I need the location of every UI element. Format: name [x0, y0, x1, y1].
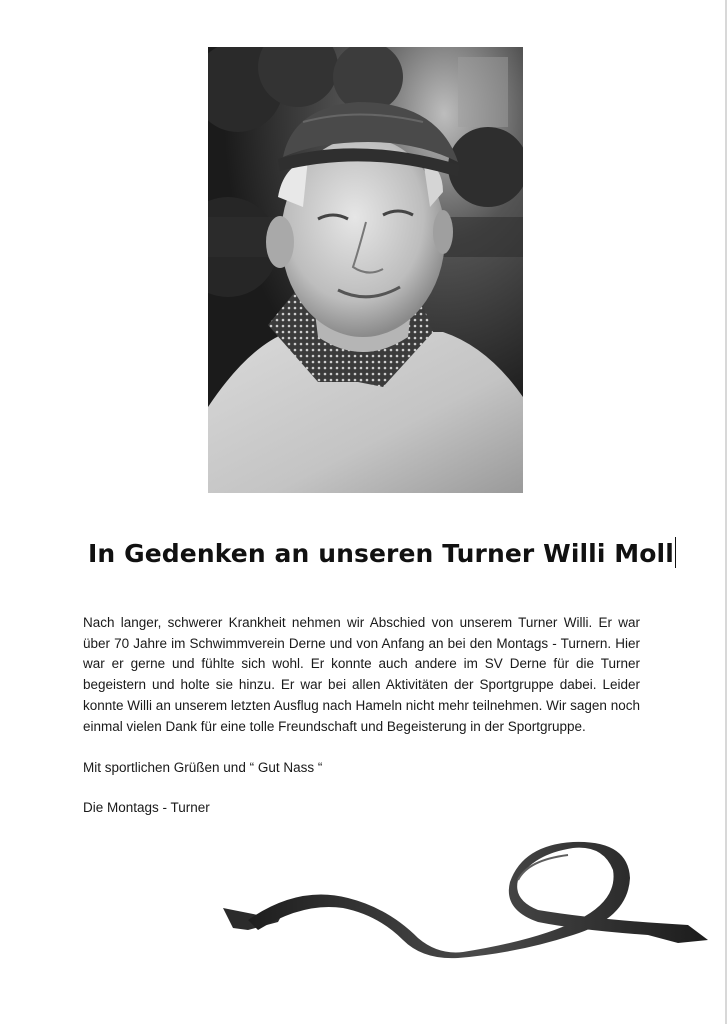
body-paragraph: Nach langer, schwerer Krankheit nehmen wir Abschied von unserem Turner Willi. Er war über 70 Jahre im Schwimmverein Derne und von Anfang an bei den Montags - Turnern. Hier war er gerne und fühlte sich wohl. Er konnte auch andere im SV Derne für die Turner begeistern und holte sie hinzu. Er war bei allen Aktivitäten der Sportgruppe dabei. Leider konnte Willi an unserem letzten Ausflug nach Hameln nicht mehr teilnehmen. Wir sagen noch einmal vielen Dank für eine tolle Freundschaft und Begeisterung in der Sportgruppe.: [83, 615, 640, 734]
portrait-photo: [208, 47, 523, 493]
title-text: In Gedenken an unseren Turner Willi Moll: [88, 539, 674, 568]
page-title: [88, 537, 674, 568]
mourning-ribbon-icon: [218, 840, 713, 970]
text-cursor: [675, 537, 676, 568]
closing-greeting: Mit sportlichen Grüßen und “ Gut Nass “: [83, 760, 323, 775]
signature: Die Montags - Turner: [83, 800, 210, 815]
